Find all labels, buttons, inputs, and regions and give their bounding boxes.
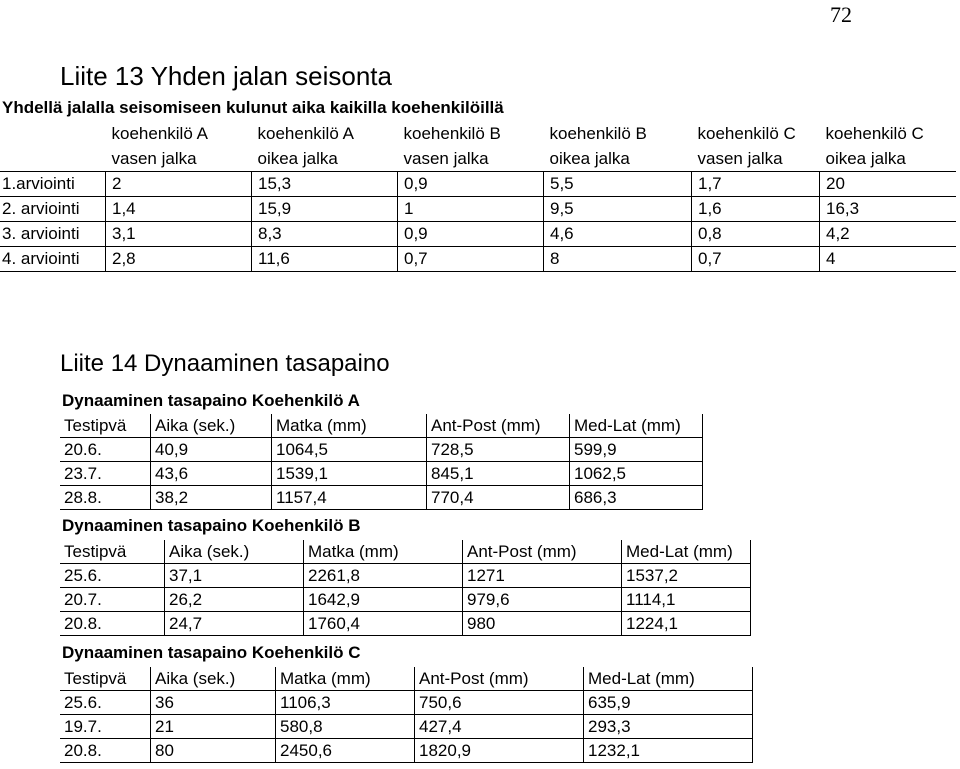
table-cell: 979,6 [463,588,622,612]
header-cell: Med-Lat (mm) [584,667,753,691]
one-leg-stance-table [0,121,956,272]
table-cell: 19.7. [60,715,151,739]
table-cell: 580,8 [276,715,415,739]
header-corner-cell [0,146,106,172]
header-cell: vasen jalka [697,149,783,168]
header-cell: Ant-Post (mm) [415,667,584,691]
table-cell: 770,4 [427,486,570,510]
table-row [60,588,751,612]
dynamic-balance-b-table [60,540,751,636]
table-row [60,691,753,715]
table-cell: 1064,5 [272,438,427,462]
table-cell: 427,4 [415,715,584,739]
table-cell: 1106,3 [276,691,415,715]
table-cell: 845,1 [427,462,570,486]
header-cell: koehenkilö C [825,124,924,143]
header-cell: vasen jalka [111,149,197,168]
header-cell: Med-Lat (mm) [570,414,703,438]
table-row [60,612,751,636]
table-cell: 1,7 [692,172,820,197]
table-cell: 3,1 [106,222,252,247]
header-cell: Med-Lat (mm) [622,540,751,564]
table-cell: 20.8. [60,739,151,763]
table-cell: 9,5 [544,197,692,222]
header-cell: Matka (mm) [304,540,463,564]
table-cell: 1539,1 [272,462,427,486]
table-cell: 599,9 [570,438,703,462]
dynamic-balance-a-table [60,414,703,510]
table-cell: 1114,1 [622,588,751,612]
table-cell: 40,9 [151,438,272,462]
table-cell: 4,2 [820,222,956,247]
table-cell: 1224,1 [622,612,751,636]
table-cell: 15,9 [252,197,398,222]
header-cell: oikea jalka [257,149,338,168]
table-header-row [0,146,956,172]
table-cell: 0,9 [398,222,544,247]
table-cell: 24,7 [165,612,304,636]
table-cell: 20.7. [60,588,165,612]
table-cell: 36 [151,691,276,715]
header-cell: koehenkilö A [111,124,208,143]
table-cell: 20.6. [60,438,151,462]
table-cell: 750,6 [415,691,584,715]
dynamic-balance-b-title: Dynaaminen tasapaino Koehenkilö B [62,516,361,535]
table-cell: 15,3 [252,172,398,197]
row-label: 1.arviointi [0,172,106,197]
dynamic-balance-a-title: Dynaaminen tasapaino Koehenkilö A [62,391,360,410]
table-cell: 1642,9 [304,588,463,612]
table-header-row [60,414,703,438]
table-cell: 1271 [463,564,622,588]
header-cell: koehenkilö B [403,124,501,143]
table-cell: 2450,6 [276,739,415,763]
table-cell: 1232,1 [584,739,753,763]
table-header-row [60,540,751,564]
table-row [0,197,956,222]
table-cell: 686,3 [570,486,703,510]
dynamic-balance-c-table [60,667,753,763]
table-cell: 1157,4 [272,486,427,510]
table-cell: 1062,5 [570,462,703,486]
table-cell: 2261,8 [304,564,463,588]
table-cell: 1820,9 [415,739,584,763]
row-label: 3. arviointi [0,222,106,247]
header-cell: Matka (mm) [276,667,415,691]
table-row [60,438,703,462]
table-cell: 20 [820,172,956,197]
table-header-row [60,667,753,691]
header-corner-cell [0,121,106,146]
table-cell: 728,5 [427,438,570,462]
header-cell: Aika (sek.) [151,667,276,691]
table-cell: 2,8 [106,247,252,272]
header-cell: Aika (sek.) [165,540,304,564]
table-cell: 21 [151,715,276,739]
table-cell: 23.7. [60,462,151,486]
table-cell: 38,2 [151,486,272,510]
table-cell: 1,4 [106,197,252,222]
table-cell: 0,7 [692,247,820,272]
table-cell: 0,9 [398,172,544,197]
table-cell: 1760,4 [304,612,463,636]
table-cell: 37,1 [165,564,304,588]
section-13-subtitle: Yhdellä jalalla seisomiseen kulunut aika kaikilla koehenkilöillä [2,98,504,117]
table-cell: 0,8 [692,222,820,247]
table-cell: 43,6 [151,462,272,486]
header-cell: Testipvä [60,540,165,564]
table-cell: 980 [463,612,622,636]
table-cell: 0,7 [398,247,544,272]
table-cell: 20.8. [60,612,165,636]
table-cell: 293,3 [584,715,753,739]
table-cell: 25.6. [60,691,151,715]
section-13-title: Liite 13 Yhden jalan seisonta [60,61,392,91]
table-cell: 2 [106,172,252,197]
table-cell: 4,6 [544,222,692,247]
table-cell: 80 [151,739,276,763]
header-cell: koehenkilö C [697,124,796,143]
header-cell: Matka (mm) [272,414,427,438]
table-cell: 635,9 [584,691,753,715]
table-cell: 5,5 [544,172,692,197]
page-number: 72 [830,2,852,27]
table-row [0,247,956,272]
table-row [60,715,753,739]
section-14-title: Liite 14 Dynaaminen tasapaino [60,350,390,377]
table-cell: 16,3 [820,197,956,222]
table-row [60,486,703,510]
table-header-row [0,121,956,146]
row-label: 2. arviointi [0,197,106,222]
header-cell: koehenkilö A [257,124,354,143]
row-label: 4. arviointi [0,247,106,272]
header-cell: Ant-Post (mm) [463,540,622,564]
table-cell: 8,3 [252,222,398,247]
table-cell: 26,2 [165,588,304,612]
table-cell: 1537,2 [622,564,751,588]
table-row [0,172,956,197]
header-cell: oikea jalka [825,149,906,168]
table-row [60,564,751,588]
table-cell: 8 [544,247,692,272]
header-cell: koehenkilö B [549,124,647,143]
header-cell: Testipvä [60,667,151,691]
header-cell: Aika (sek.) [151,414,272,438]
table-cell: 25.6. [60,564,165,588]
header-cell: Ant-Post (mm) [427,414,570,438]
table-row [60,739,753,763]
dynamic-balance-c-title: Dynaaminen tasapaino Koehenkilö C [62,643,361,662]
table-cell: 1,6 [692,197,820,222]
table-cell: 28.8. [60,486,151,510]
header-cell: oikea jalka [549,149,630,168]
table-row [0,222,956,247]
table-cell: 1 [398,197,544,222]
header-cell: Testipvä [60,414,151,438]
table-cell: 4 [820,247,956,272]
table-row [60,462,703,486]
table-cell: 11,6 [252,247,398,272]
header-cell: vasen jalka [403,149,489,168]
